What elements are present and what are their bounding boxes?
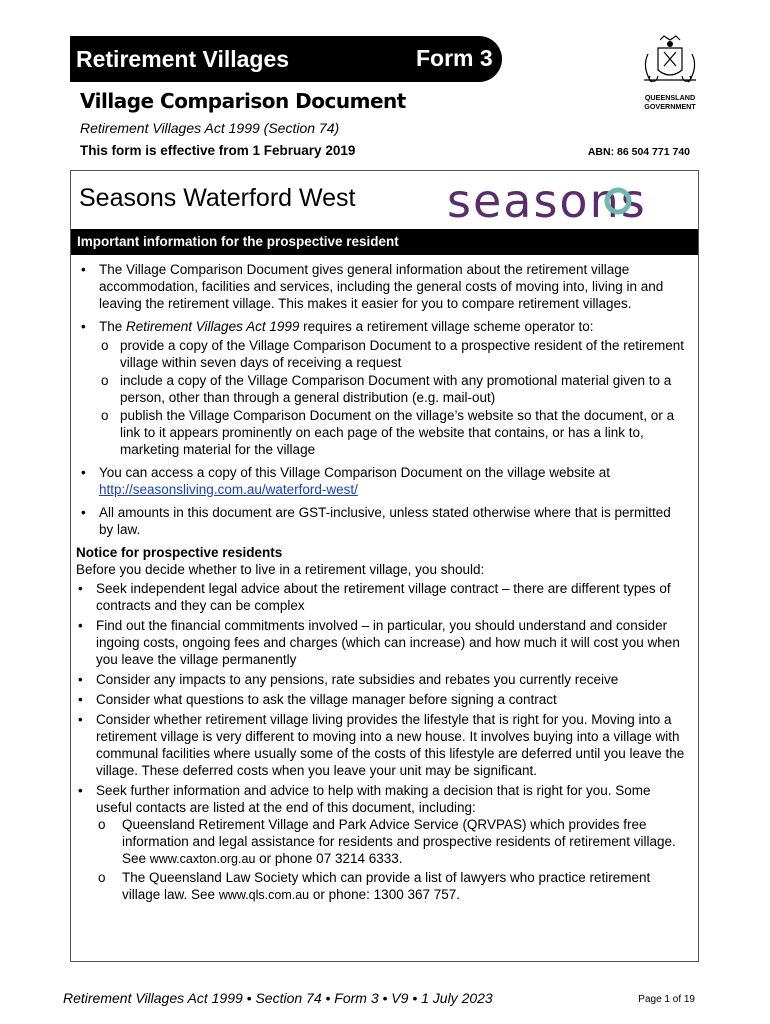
main-content-box bbox=[70, 170, 699, 962]
crest-text-government: GOVERNMENT bbox=[644, 102, 696, 111]
list-item: • Consider any impacts to any pensions, rate subsidies and rebates you currently receive bbox=[76, 671, 688, 688]
list-item: • Seek further information and advice to help with making a decision that is right for you. Some useful contacts are listed at the end of this document, including: o Queensland Retirement Village and Park Advice Service (QRVPAS) which provides free information and legal assistance for residents and prospective residents of retirement village. See www.caxton.org.au or phone 07 3214 6333. o The Queensland Law Society which can provide a list of lawyers who practice retirement village law. See www.qls.com.au or phone: 1300 367 757. bbox=[76, 782, 688, 904]
abn-number: ABN: 86 504 771 740 bbox=[587, 146, 690, 158]
village-name: Seasons Waterford West bbox=[79, 184, 356, 212]
queensland-government-crest-logo bbox=[638, 34, 702, 118]
list-item: • Consider what questions to ask the village manager before signing a contract bbox=[76, 691, 688, 708]
list-item: • Seek independent legal advice about the retirement village contract – there are different types of contracts and they can be complex bbox=[76, 580, 688, 614]
list-item: • The Village Comparison Document gives general information about the retirement village accommodation, facilities and services, including the general costs of moving into, living in and leaving the retirement village. This makes it easier for you to compare retirement villages. bbox=[76, 261, 688, 312]
banner-form-number: Form 3 bbox=[416, 45, 493, 71]
contacts-list bbox=[96, 816, 688, 904]
list-item: o include a copy of the Village Comparison Document with any promotional material given to a person, other than through a general distribution (e.g. mail-out) bbox=[99, 372, 688, 406]
footer-text: Retirement Villages Act 1999 • Section 74 • Form 3 • V9 • 1 July 2023 bbox=[63, 990, 493, 1006]
banner-title: Retirement Villages bbox=[76, 46, 290, 72]
qls-url: www.qls.com.au bbox=[218, 888, 310, 902]
form-banner bbox=[70, 36, 502, 82]
list-item: • Find out the financial commitments involved – in particular, you should understand and consider ingoing costs, ongoing fees and charges (which can increase) and how much it will cost you when you leave the village permanently bbox=[76, 617, 688, 668]
notice-heading: Notice for prospective residents bbox=[76, 545, 283, 560]
info-list bbox=[76, 261, 688, 538]
document-title: Village Comparison Document bbox=[80, 89, 406, 113]
notice-list bbox=[76, 580, 688, 904]
list-item: o provide a copy of the Village Comparison Document to a prospective resident of the retirement village within seven days of receiving a request bbox=[99, 337, 688, 371]
operator-requirements-list bbox=[99, 337, 688, 458]
effective-date: This form is effective from 1 February 2019 bbox=[80, 143, 356, 158]
act-reference: Retirement Villages Act 1999 (Section 74) bbox=[80, 120, 340, 136]
notice-intro: Before you decide whether to live in a retirement village, you should: bbox=[76, 562, 485, 577]
info-content bbox=[76, 261, 688, 907]
list-item: o The Queensland Law Society which can provide a list of lawyers who practice retirement village law. See www.qls.com.au or phone: 1300 367 757. bbox=[96, 869, 688, 904]
list-item: • The Retirement Villages Act 1999 requires a retirement village scheme operator to: o provide a copy of the Village Comparison Document to a prospective resident of the retirement village within seven days of receiving a request o include a copy of the Village Comparison Document with any promotional material given to a person, other than through a general distribution (e.g. mail-out) o publish the Village Comparison Document on the village’s website so that the document, or a link to it appears prominently on each page of the website that contains, or has a link to, marketing material for the village bbox=[76, 318, 688, 458]
crest-text-queensland: QUEENSLAND bbox=[644, 93, 696, 102]
seasons-logo-text: seasons bbox=[447, 175, 647, 227]
village-website-link[interactable]: http://seasonsliving.com.au/waterford-west/ bbox=[99, 482, 358, 497]
list-item: • Consider whether retirement village living provides the lifestyle that is right for you. Moving into a retirement village is very different to moving into a new house. It involves buying into a village with communal facilities where usually some of the costs of this lifestyle are deferred until you leave the village. These deferred costs when you leave your unit may be significant. bbox=[76, 711, 688, 779]
qrvpas-url: www.caxton.org.au bbox=[149, 852, 256, 866]
list-item: • All amounts in this document are GST-inclusive, unless stated otherwise where that is permitted by law. bbox=[76, 504, 688, 538]
list-item: • You can access a copy of this Village Comparison Document on the village website at http://seasonsliving.com.au/waterford-west/ bbox=[76, 464, 688, 498]
page-number: Page 1 of 19 bbox=[638, 994, 695, 1005]
list-item: o Queensland Retirement Village and Park Advice Service (QRVPAS) which provides free information and legal assistance for residents and prospective residents of retirement village. See www.caxton.org.au or phone 07 3214 6333. bbox=[96, 816, 688, 868]
important-info-bar bbox=[71, 229, 698, 255]
important-info-heading: Important information for the prospective resident bbox=[77, 234, 399, 249]
seasons-logo bbox=[447, 175, 697, 227]
list-item: o publish the Village Comparison Document on the village’s website so that the document, or a link to it appears prominently on each page of the website that contains, or has a link to, marketing material for the village bbox=[99, 407, 688, 458]
